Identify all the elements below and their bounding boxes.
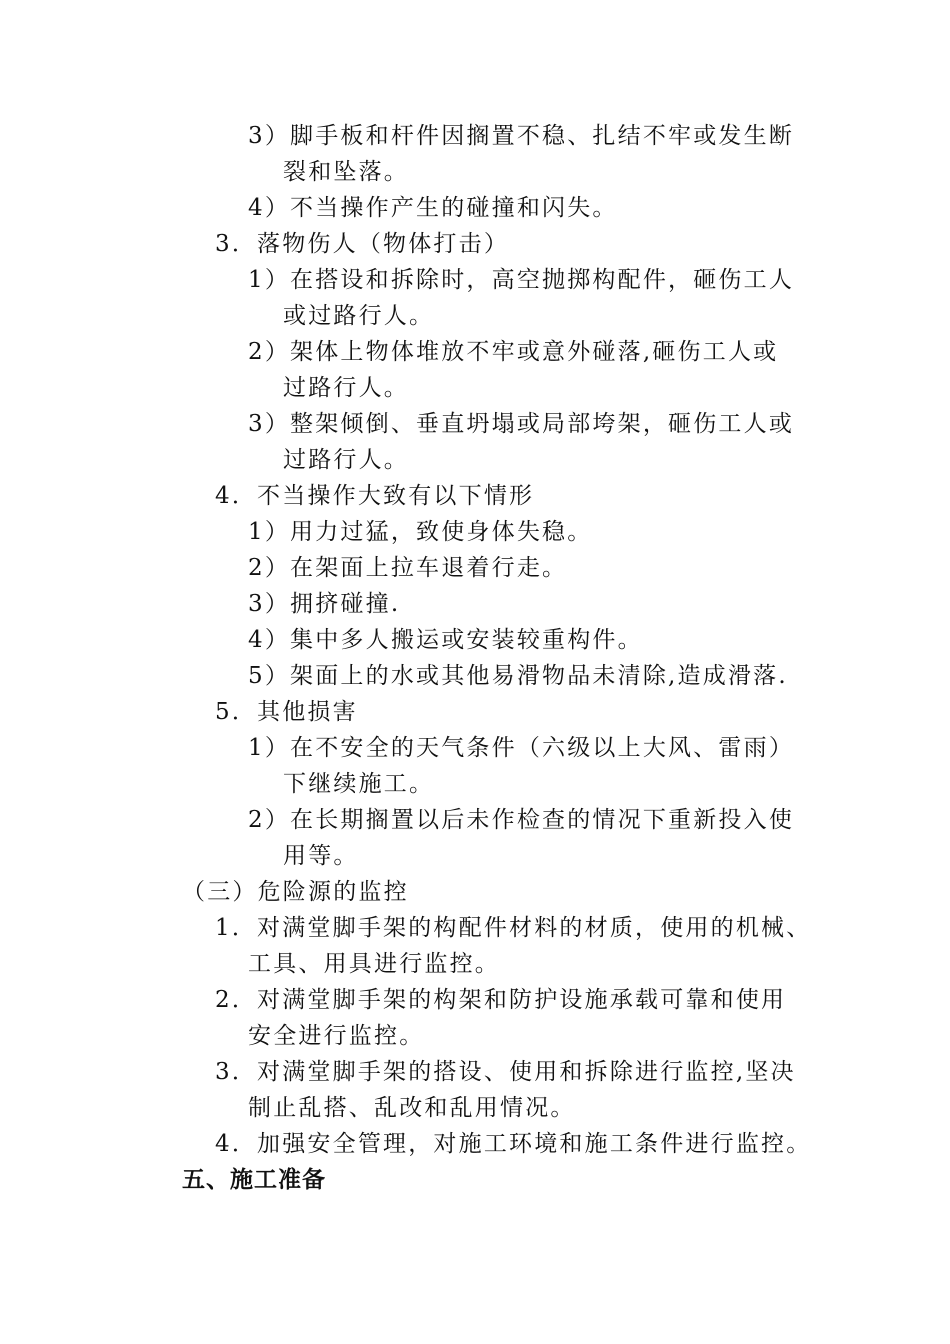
text-line: 4．不当操作大致有以下情形 (215, 483, 535, 509)
text-line: 5．其他损害 (215, 699, 358, 725)
text-line: 3）整架倾倒、垂直坍塌或局部垮架，砸伤工人或 (248, 411, 795, 437)
text-line: 1）在搭设和拆除时，高空抛掷构配件，砸伤工人 (248, 267, 795, 293)
text-line: 1）用力过猛，致使身体失稳。 (248, 519, 593, 545)
text-line: 过路行人。 (283, 375, 409, 401)
text-line: 3）脚手板和杆件因搁置不稳、扎结不牢或发生断 (248, 123, 795, 149)
text-line: 5）架面上的水或其他易滑物品未清除,造成滑落. (248, 663, 788, 689)
text-line: 工具、用具进行监控。 (248, 951, 500, 977)
text-line: 安全进行监控。 (248, 1023, 425, 1049)
text-line: 或过路行人。 (283, 303, 435, 329)
text-line: 下继续施工。 (283, 771, 435, 797)
text-line: 4）不当操作产生的碰撞和闪失。 (248, 195, 618, 221)
text-line: 1．对满堂脚手架的构配件材料的材质，使用的机械、 (215, 915, 812, 941)
text-line: 3．落物伤人（物体打击） (215, 231, 510, 257)
text-line: 4．加强安全管理，对施工环境和施工条件进行监控。 (215, 1131, 812, 1157)
text-line: 2）在长期搁置以后未作检查的情况下重新投入使 (248, 807, 795, 833)
chapter-heading: 五、施工准备 (182, 1167, 326, 1193)
text-line: 2）架体上物体堆放不牢或意外碰落,砸伤工人或 (248, 339, 779, 365)
text-line: 2）在架面上拉车退着行走。 (248, 555, 568, 581)
text-line: 3）拥挤碰撞. (248, 591, 401, 617)
section-title: （三）危险源的监控 (182, 879, 409, 905)
text-line: 1）在不安全的天气条件（六级以上大风、雷雨） (248, 735, 795, 761)
text-line: 过路行人。 (283, 447, 409, 473)
text-line: 3．对满堂脚手架的搭设、使用和拆除进行监控,坚决 (215, 1059, 796, 1085)
text-line: 裂和坠落。 (283, 159, 409, 185)
text-line: 4）集中多人搬运或安装较重构件。 (248, 627, 643, 653)
text-line: 用等。 (283, 843, 359, 869)
text-line: 2．对满堂脚手架的构架和防护设施承载可靠和使用 (215, 987, 787, 1013)
text-line: 制止乱搭、乱改和乱用情况。 (248, 1095, 576, 1121)
